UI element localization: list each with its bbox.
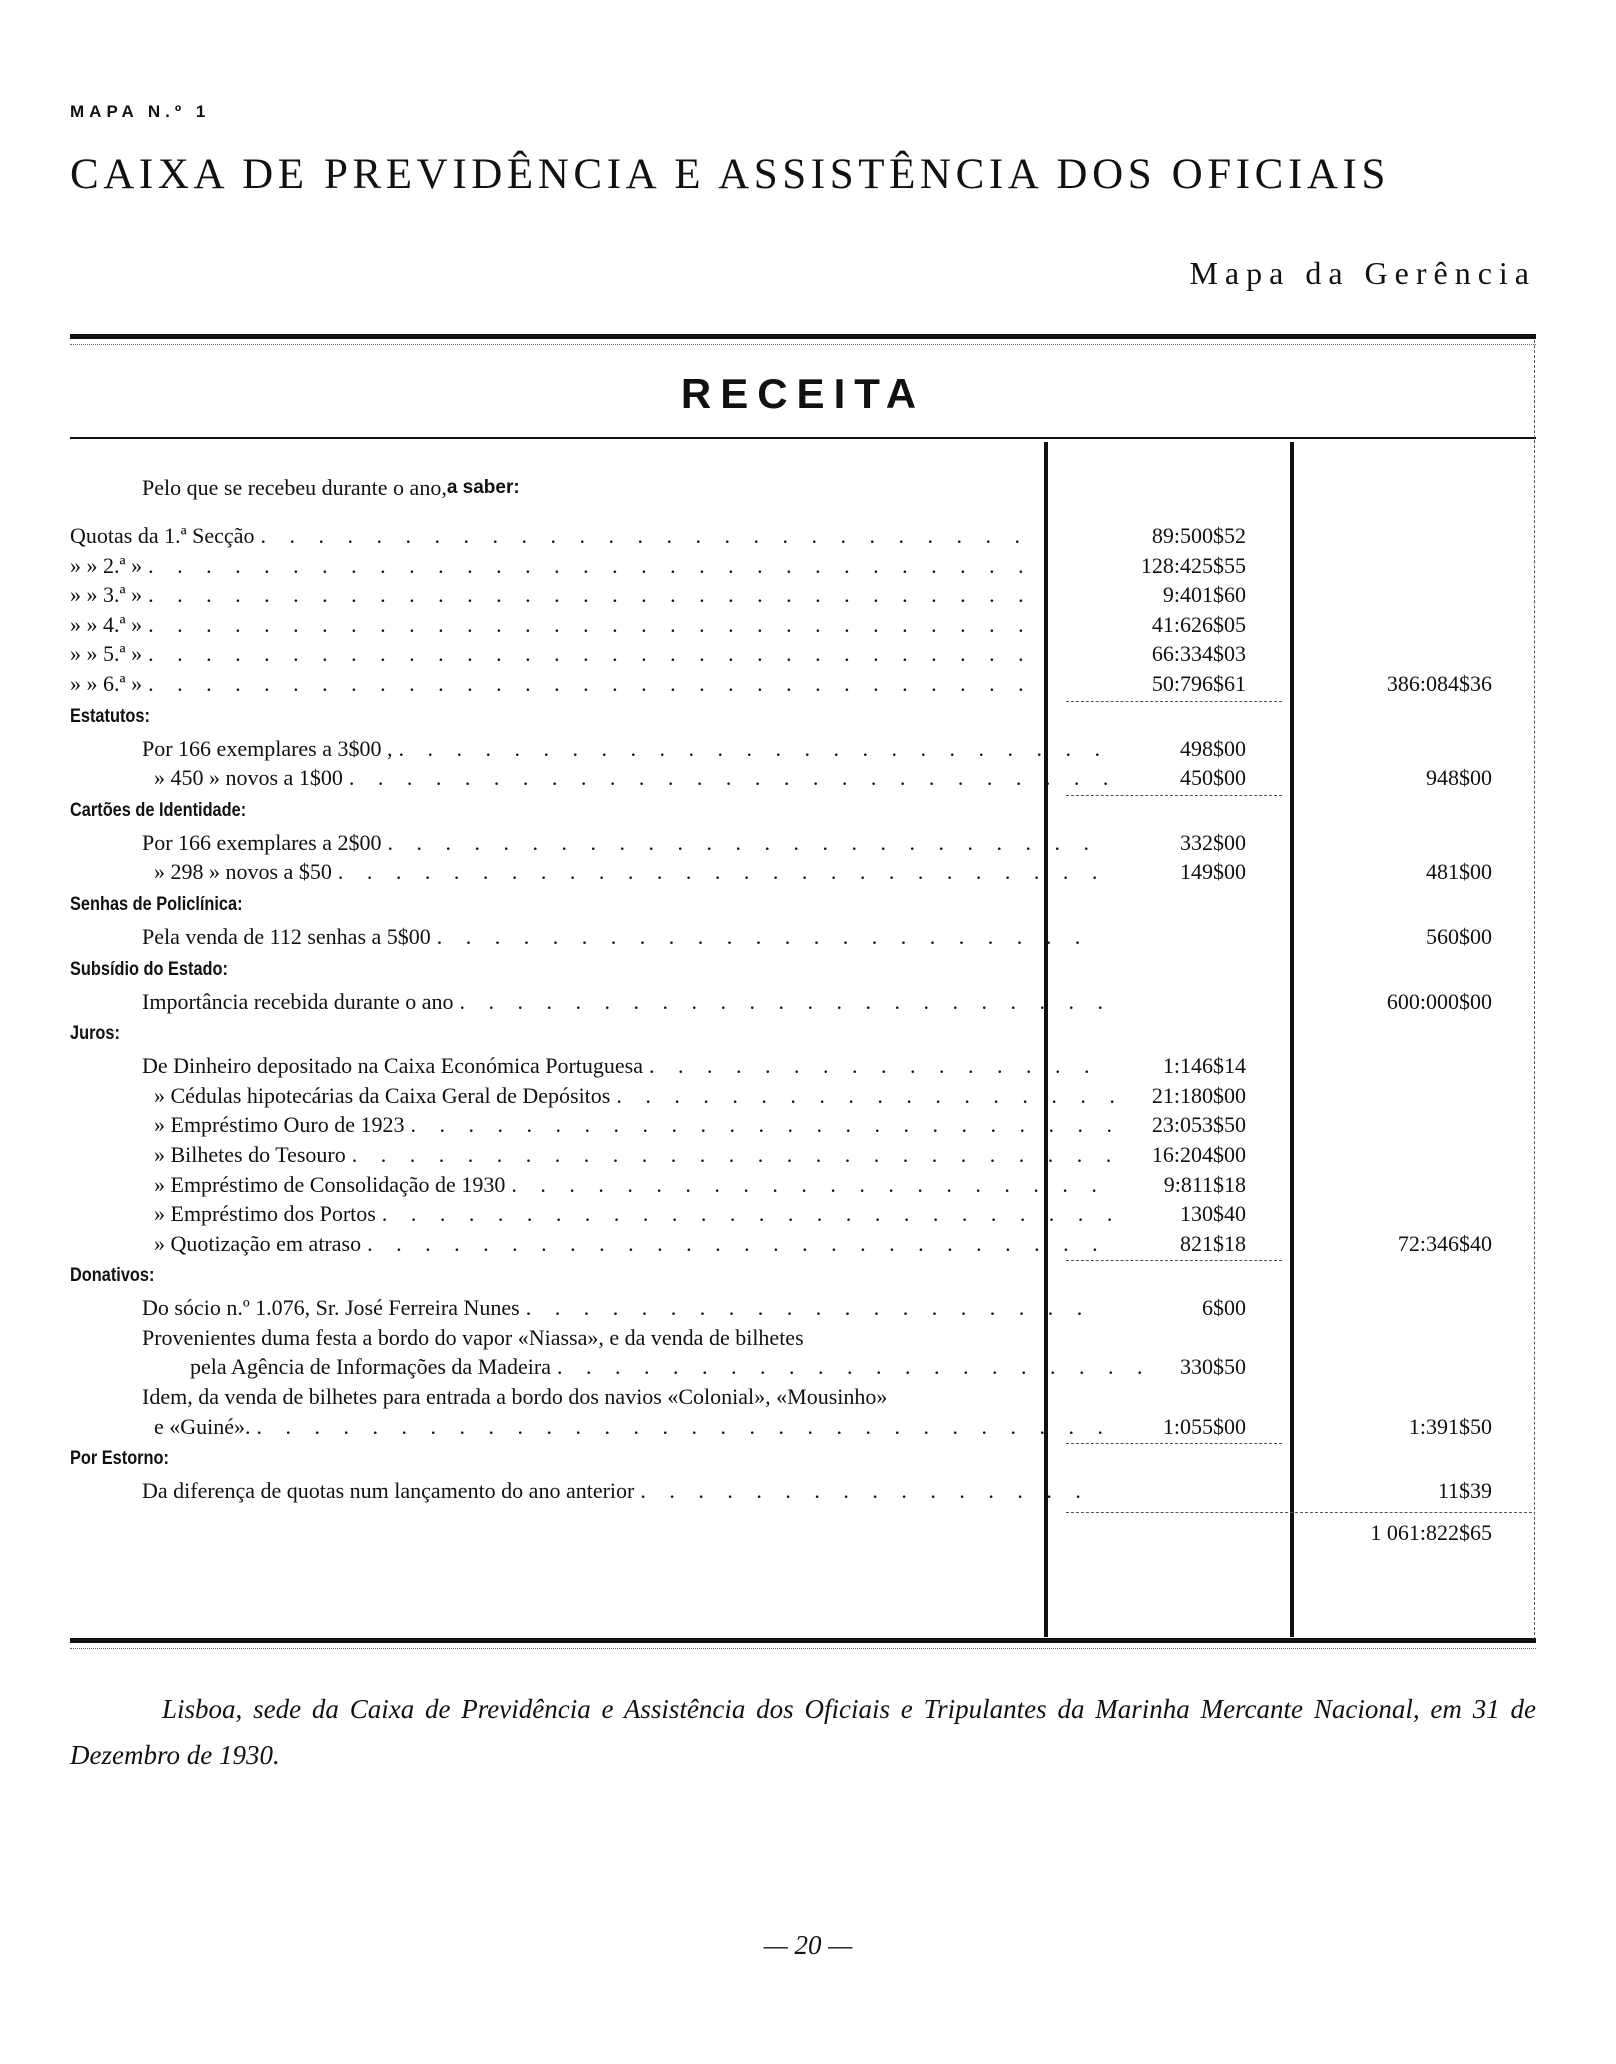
document-title: CAIXA DE PREVIDÊNCIA E ASSISTÊNCIA DOS OFICIAIS [70, 151, 1390, 198]
table-row [70, 1412, 1536, 1442]
leader-dots [260, 521, 1030, 551]
table-row [70, 828, 1536, 858]
footer-text: Lisboa, sede da Caixa de Previdência e Assistência dos Oficiais e Tripulantes da Marinha Mercante Nacional, em 31 de Dezembro de 1930. [70, 1694, 1536, 1770]
partial-amount: 130$40 [1180, 1201, 1246, 1227]
partial-amount: 498$00 [1180, 735, 1246, 761]
table-row [70, 1081, 1536, 1111]
partial-amount: 16:204$00 [1151, 1141, 1246, 1167]
leader-dots [148, 669, 1030, 699]
table-row [70, 1110, 1536, 1140]
leader-dots [511, 1170, 1114, 1200]
section-label: Estatutos: [70, 705, 150, 727]
row-label-text: » » 2.ª » [70, 552, 143, 578]
row-label-text: » Quotização em atraso [154, 1230, 362, 1256]
row-label-text: » 450 » novos a 1$00 [154, 765, 343, 791]
leader-dots [399, 734, 1103, 764]
row-label-text: » » 6.ª » [70, 670, 143, 696]
leader-dots [148, 580, 1030, 610]
row-label [70, 1051, 1102, 1081]
section-heading: RECEITA [680, 370, 926, 417]
section-header [70, 1441, 1331, 1476]
table-row [70, 521, 1536, 551]
section-label: Por Estorno: [70, 1448, 169, 1470]
table-row [70, 1140, 1536, 1170]
row-label [70, 922, 1102, 952]
row-label [70, 551, 1030, 581]
section-label: Donativos: [70, 1265, 155, 1287]
total-amount: 72:346$40 [1397, 1230, 1492, 1256]
receipts-table [70, 473, 1536, 1547]
partial-amount: 21:180$00 [1151, 1082, 1246, 1108]
table-row [70, 1229, 1536, 1259]
total-row [70, 1518, 1536, 1548]
row-label-text: » Bilhetes do Tesouro [154, 1141, 346, 1167]
row-label [70, 857, 1114, 887]
row-label [70, 987, 1102, 1017]
section-header [70, 793, 1331, 828]
row-label-text: De Dinheiro depositado na Caixa Económica Portuguesa [142, 1053, 643, 1079]
total-amount: 560$00 [1426, 923, 1492, 949]
total-amount: 386:084$36 [1386, 670, 1492, 696]
row-label [70, 610, 1030, 640]
table-row [70, 1199, 1536, 1229]
row-label [70, 669, 1030, 699]
table-row [70, 857, 1536, 887]
leader-dots [367, 1229, 1114, 1259]
section-header [70, 1258, 1331, 1293]
top-rule-dotted [70, 344, 1536, 345]
table-row [70, 1352, 1536, 1382]
total-amount: 1 061:822$65 [1370, 1519, 1492, 1545]
partial-amount: 50:796$61 [1151, 670, 1246, 696]
footer-note [70, 1686, 1536, 1778]
intro-label-bold: a saber: [446, 477, 520, 498]
table-row [70, 1051, 1536, 1081]
top-rule [70, 334, 1536, 339]
leader-dots [349, 763, 1114, 793]
table-row [70, 473, 1536, 521]
leader-dots [148, 610, 1030, 640]
row-label-text: Do sócio n.º 1.076, Sr. José Ferreira Nunes [142, 1295, 520, 1321]
section-header [70, 1016, 1331, 1051]
partial-amount: 89:500$52 [1151, 523, 1246, 548]
table-row [70, 639, 1536, 669]
row-label-text: » Cédulas hipotecárias da Caixa Geral de Depósitos [154, 1082, 611, 1108]
partial-amount: 9:811$18 [1163, 1171, 1246, 1197]
table-row [70, 922, 1536, 952]
section-header [70, 699, 1331, 734]
row-label [70, 1170, 1114, 1200]
row-label-text: » » 4.ª » [70, 611, 143, 637]
partial-amount: 332$00 [1180, 829, 1246, 855]
leader-dots [257, 1412, 1114, 1442]
bottom-rule [70, 1638, 1536, 1643]
leader-dots [382, 1199, 1114, 1229]
partial-amount: 6$00 [1202, 1295, 1246, 1321]
leader-dots [148, 639, 1030, 669]
partial-amount: 821$18 [1180, 1230, 1246, 1256]
row-label [70, 1081, 1114, 1111]
table-row [70, 734, 1536, 764]
table-row [70, 987, 1536, 1017]
document-subtitle: Mapa da Gerência [1189, 255, 1536, 291]
row-label-text: Provenientes duma festa a bordo do vapor «Niassa», e da venda de bilhetes [142, 1324, 804, 1350]
leader-dots [649, 1051, 1102, 1081]
row-label [70, 1199, 1114, 1229]
row-label [70, 639, 1030, 669]
bottom-rule-dotted [70, 1648, 1536, 1649]
row-label [70, 828, 1102, 858]
leader-dots [460, 987, 1102, 1017]
partial-amount: 23:053$50 [1151, 1112, 1246, 1138]
row-label-text: » » 3.ª » [70, 582, 143, 608]
row-label [70, 763, 1114, 793]
row-label-text: Pela venda de 112 senhas a 5$00 [142, 923, 431, 949]
row-label-text: » » 5.ª » [70, 641, 143, 667]
partial-amount: 9:401$60 [1162, 582, 1246, 608]
row-label-text: Da diferença de quotas num lançamento do ano anterior [142, 1478, 635, 1504]
partial-amount: 450$00 [1180, 765, 1246, 791]
partial-amount: 66:334$03 [1151, 641, 1246, 667]
table-row [70, 580, 1536, 610]
section-header [70, 887, 1331, 922]
total-amount: 948$00 [1426, 765, 1492, 791]
map-number: MAPA N.º 1 [70, 102, 211, 121]
page-number: — 20 — [763, 1930, 853, 1960]
row-label [70, 521, 1030, 551]
row-label [70, 1110, 1114, 1140]
leader-dots [148, 551, 1030, 581]
row-label [70, 1382, 1142, 1412]
leader-dots [352, 1140, 1114, 1170]
section-header [70, 952, 1331, 987]
row-label-text: Quotas da 1.ª Secção [70, 523, 255, 548]
row-label-text: » 298 » novos a $50 [154, 859, 332, 885]
row-label [70, 1352, 1150, 1382]
total-amount: 600:000$00 [1386, 988, 1492, 1014]
partial-amount: 149$00 [1180, 859, 1246, 885]
row-label [70, 1293, 1102, 1323]
leader-dots [640, 1476, 1102, 1506]
row-label-text: Por 166 exemplares a 3$00 , [142, 735, 393, 761]
table-row [70, 763, 1536, 793]
row-label [70, 734, 1102, 764]
leader-dots [616, 1081, 1114, 1111]
row-label-text: » Empréstimo dos Portos [154, 1201, 376, 1227]
row-label-text: Importância recebida durante o ano [142, 988, 454, 1014]
total-amount: 481$00 [1426, 859, 1492, 885]
partial-amount: 1:146$14 [1162, 1053, 1246, 1079]
row-label [70, 1140, 1114, 1170]
section-label: Subsídio do Estado: [70, 958, 228, 980]
table-row [70, 610, 1536, 640]
total-amount: 11$39 [1437, 1478, 1492, 1504]
leader-dots [338, 857, 1114, 887]
row-label-text: pela Agência de Informações da Madeira [190, 1354, 551, 1380]
intro-text [70, 473, 1102, 503]
section-label: Senhas de Policlínica: [70, 893, 243, 915]
row-label [70, 1476, 1102, 1506]
partial-amount: 41:626$05 [1151, 611, 1246, 637]
table-row [70, 1476, 1536, 1506]
partial-amount: 128:425$55 [1140, 552, 1246, 578]
leader-dots [411, 1110, 1114, 1140]
partial-amount: 330$50 [1180, 1354, 1246, 1380]
table-row [70, 1323, 1536, 1353]
row-label [70, 1229, 1114, 1259]
table-row [70, 1170, 1536, 1200]
partial-amount: 1:055$00 [1162, 1413, 1246, 1439]
table-row [70, 1382, 1536, 1412]
row-label [70, 580, 1030, 610]
total-amount: 1:391$50 [1408, 1413, 1492, 1439]
row-label-text: e «Guiné». [154, 1413, 251, 1439]
section-label: Cartões de Identidade: [70, 799, 247, 821]
table-row [70, 669, 1536, 699]
leader-dots [437, 922, 1102, 952]
intro-label: Pelo que se recebeu durante o ano, [142, 475, 447, 500]
row-label-text: » Empréstimo Ouro de 1923 [154, 1112, 405, 1138]
heading-rule [70, 437, 1536, 439]
row-label-text: Por 166 exemplares a 2$00 [142, 829, 382, 855]
leader-dots [526, 1293, 1102, 1323]
table-row [70, 551, 1536, 581]
row-label-text: Idem, da venda de bilhetes para entrada a bordo dos navios «Colonial», «Mousinho» [142, 1384, 888, 1410]
row-label [70, 1323, 1142, 1353]
leader-dots [388, 828, 1103, 858]
row-label-text: » Empréstimo de Consolidação de 1930 [154, 1171, 506, 1197]
row-label [70, 1412, 1114, 1442]
table-row [70, 1293, 1536, 1323]
section-label: Juros: [70, 1023, 120, 1045]
